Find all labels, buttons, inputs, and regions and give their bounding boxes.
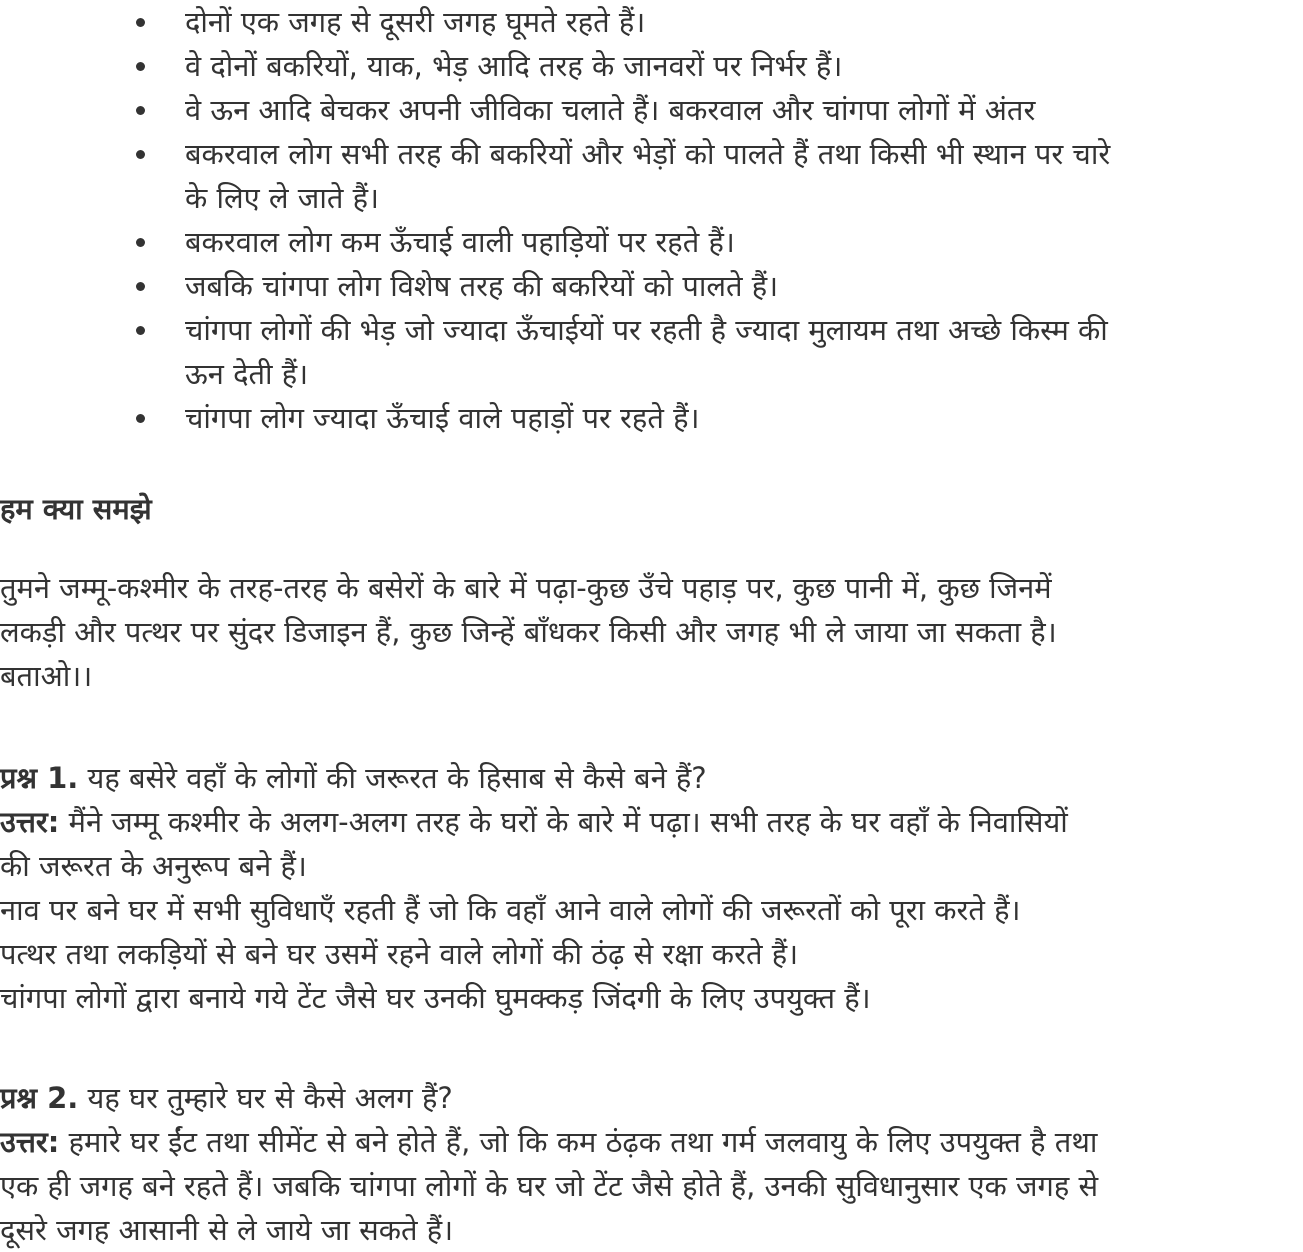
question-1-block: प्रश्न 1. यह बसेरे वहाँ के लोगों की जरूरत के हिसाब से कैसे बने हैं? उत्तर: मैंने जम्मू कश्मीर के अलग-अलग तरह के घरों के बारे में पढ़ा। सभी तरह के घर वहाँ के निवासियों की जरूरत के अनुरूप बने हैं। नाव पर बने घर में सभी सुविधाएँ रहती हैं जो कि वहाँ आने वाले लोगों की जरूरतों को पूरा करते हैं। पत्थर तथा लकड़ियों से बने घर उसमें रहने वाले लोगों की ठंढ़ से रक्षा करते हैं। चांगपा लोगों द्वारा बनाये गये टेंट जैसे घर उनकी घुमक्कड़ जिंदगी के लिए उपयुक्त हैं। — [0, 756, 1303, 1020]
question-label: प्रश्न 1. — [0, 761, 79, 795]
list-item: चांगपा लोग ज्यादा ऊँचाई वाले पहाड़ों पर रहते हैं। — [0, 396, 1303, 440]
intro-paragraph: तुमने जम्मू-कश्मीर के तरह-तरह के बसेरों के बारे में पढ़ा-कुछ उँचे पहाड़ पर, कुछ पानी में, कुछ जिनमें लकड़ी और पत्थर पर सुंदर डिजाइन हैं, कुछ जिन्हें बाँधकर किसी और जगह भी ले जाया जा सकता है। बताओ।। — [0, 571, 1057, 693]
question-1: प्रश्न 1. यह बसेरे वहाँ के लोगों की जरूरत के हिसाब से कैसे बने हैं? — [0, 761, 707, 795]
answer-1: उत्तर: मैंने जम्मू कश्मीर के अलग-अलग तरह के घरों के बारे में पढ़ा। सभी तरह के घर वहाँ के निवासियों — [0, 805, 1068, 839]
answer-2: उत्तर: हमारे घर ईंट तथा सीमेंट से बने होते हैं, जो कि कम ठंढ़क तथा गर्म जलवायु के लिए उपयुक्त है तथा — [0, 1125, 1098, 1159]
list-item: चांगपा लोगों की भेड़ जो ज्यादा ऊँचाईयों पर रहती है ज्यादा मुलायम तथा अच्छे किस्म की ऊन देती हैं। — [0, 308, 1303, 396]
list-item: वे दोनों बकरियों, याक, भेड़ आदि तरह के जानवरों पर निर्भर हैं। — [0, 44, 1303, 88]
answer-label: उत्तर: — [0, 805, 60, 839]
bullet-icon — [136, 18, 145, 27]
bullet-icon — [136, 150, 145, 159]
bullet-icon — [136, 282, 145, 291]
question-2-block: प्रश्न 2. यह घर तुम्हारे घर से कैसे अलग हैं? उत्तर: हमारे घर ईंट तथा सीमेंट से बने होते हैं, जो कि कम ठंढ़क तथा गर्म जलवायु के लिए उपयुक्त है तथा एक ही जगह बने रहते हैं। जबकि चांगपा लोगों के घर जो टेंट जैसे होते हैं, उनकी सुविधानुसार एक जगह से दूसरे जगह आसानी से ले जाये जा सकते हैं। — [0, 1076, 1303, 1252]
comparison-bullet-list — [0, 0, 1303, 440]
bullet-icon — [136, 326, 145, 335]
question-label: प्रश्न 2. — [0, 1081, 79, 1115]
list-item: बकरवाल लोग कम ऊँचाई वाली पहाड़ियों पर रहते हैं। — [0, 220, 1303, 264]
bullet-icon — [136, 238, 145, 247]
question-2: प्रश्न 2. यह घर तुम्हारे घर से कैसे अलग हैं? — [0, 1081, 453, 1115]
list-item: दोनों एक जगह से दूसरी जगह घूमते रहते हैं। — [0, 0, 1303, 44]
list-item: बकरवाल लोग सभी तरह की बकरियों और भेड़ों को पालते हैं तथा किसी भी स्थान पर चारे के लिए ले जाते हैं। — [0, 132, 1303, 220]
answer-label: उत्तर: — [0, 1125, 60, 1159]
list-item: जबकि चांगपा लोग विशेष तरह की बकरियों को पालते हैं। — [0, 264, 1303, 308]
list-item: वे ऊन आदि बेचकर अपनी जीविका चलाते हैं। बकरवाल और चांगपा लोगों में अंतर — [0, 88, 1303, 132]
bullet-icon — [136, 414, 145, 423]
bullet-icon — [136, 106, 145, 115]
bullet-icon — [136, 62, 145, 71]
section-heading: हम क्या समझे — [0, 492, 152, 526]
